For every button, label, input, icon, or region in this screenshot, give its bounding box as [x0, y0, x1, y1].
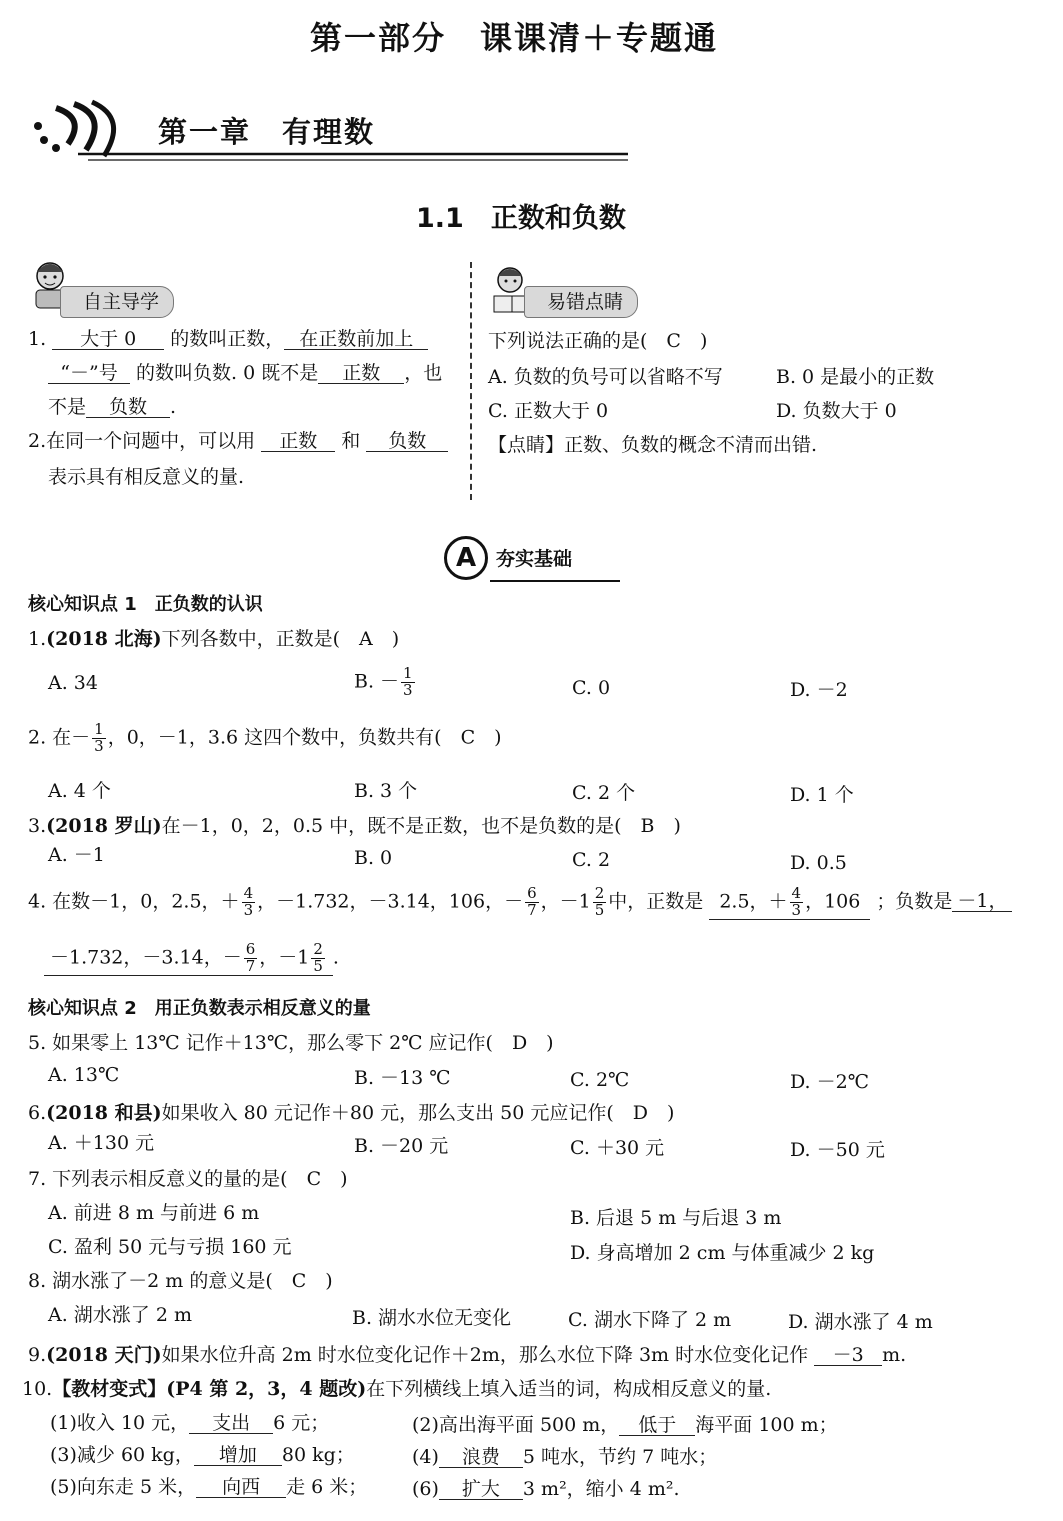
q4-positive-answer: 2.5，＋ $\frac{4}{3}$ ，106 — [709, 886, 870, 920]
q2-option-c: C. 2 个 — [572, 782, 636, 804]
left-q2-line2: 表示具有相反意义的量. — [48, 466, 245, 488]
q5-option-b: B. －13 ℃ — [354, 1067, 451, 1089]
right-option-d: D. 负数大于 0 — [776, 400, 897, 422]
kp2-heading: 核心知识点 2 用正负数表示相反意义的量 — [28, 998, 371, 1019]
q3-option-b: B. 0 — [354, 847, 393, 869]
q5-stem: 5. 如果零上 13℃ 记作＋13℃，那么零下 2℃ 应记作( D ) — [28, 1032, 554, 1054]
right-question: 下列说法正确的是( C ) — [488, 330, 708, 352]
q10-item-3: (3)减少 60 kg， 增加 80 kg； — [50, 1444, 355, 1466]
q10-stem: 10.【教材变式】(P4 第 2，3，4 题改)在下列横线上填入适当的词，构成相反意义的量. — [22, 1378, 772, 1400]
q5-option-d: D. －2℃ — [790, 1071, 869, 1093]
q10-item-1: (1)收入 10 元， 支出 6 元； — [50, 1412, 330, 1434]
left-q2-line1: 2.在同一个问题中，可以用 正数 和 负数 — [28, 432, 448, 452]
q1-option-b: B. － $\frac{1}{3}$ — [354, 664, 413, 699]
section-a-icon: A — [444, 536, 488, 580]
chapter-title: 第一章 有理数 — [158, 115, 376, 149]
q8-stem: 8. 湖水涨了－2 m 的意义是( C ) — [28, 1270, 333, 1292]
q10-item-6: (6) 扩大 3 m²，缩小 4 m². — [412, 1478, 680, 1500]
q9-stem: 9.(2018 天门)如果水位升高 2m 时水位变化记作＋2m，那么水位下降 3m 时水位变化记作 －3 m. — [28, 1344, 907, 1366]
blank: 负数 — [86, 398, 170, 418]
q8-option-b: B. 湖水水位无变化 — [352, 1307, 512, 1329]
q10-item-5: (5)向东走 5 米， 向西 走 6 米； — [50, 1476, 368, 1498]
q1-option-d: D. －2 — [790, 679, 848, 701]
q2-option-d: D. 1 个 — [790, 784, 854, 806]
right-option-c: C. 正数大于 0 — [488, 400, 609, 422]
q10-item-2: (2)高出海平面 500 m， 低于 海平面 100 m； — [412, 1414, 838, 1436]
blank: 负数 — [366, 432, 448, 452]
q6-option-a: A. ＋130 元 — [48, 1132, 155, 1154]
right-option-a: A. 负数的负号可以省略不写 — [488, 366, 723, 388]
q5-option-c: C. 2℃ — [570, 1069, 630, 1091]
q5-option-a: A. 13℃ — [48, 1064, 120, 1086]
section-a-underline — [490, 580, 620, 582]
badge-self-study: 自主导学 — [60, 286, 174, 318]
q6-stem: 6.(2018 和县)如果收入 80 元记作＋80 元，那么支出 50 元应记作( D ) — [28, 1102, 675, 1124]
q10-item-4: (4) 浪费 5 吨水，节约 7 吨水； — [412, 1446, 718, 1468]
q3-option-d: D. 0.5 — [790, 852, 847, 874]
q3-option-c: C. 2 — [572, 849, 611, 871]
badge-error-points: 易错点睛 — [524, 286, 638, 318]
column-divider — [470, 262, 472, 500]
blank: 正数 — [318, 364, 404, 384]
q9-answer: －3 — [814, 1346, 882, 1366]
left-q1-line2: “－”号 的数叫负数. 0 既不是 正数 ，也 — [48, 364, 442, 384]
q8-option-a: A. 湖水涨了 2 m — [48, 1304, 192, 1326]
q7-option-a: A. 前进 8 m 与前进 6 m — [48, 1202, 260, 1224]
q3-stem: 3.(2018 罗山)在－1，0，2，0.5 中，既不是正数，也不是负数的是( B ) — [28, 815, 681, 837]
q8-option-d: D. 湖水涨了 4 m — [788, 1311, 933, 1333]
q1-stem: 1.(2018 北海)下列各数中，正数是( A ) — [28, 628, 400, 650]
kp1-heading: 核心知识点 1 正负数的认识 — [28, 594, 263, 615]
q2-option-a: A. 4 个 — [48, 780, 111, 802]
q7-stem: 7. 下列表示相反意义的量的是( C ) — [28, 1168, 348, 1190]
q7-option-b: B. 后退 5 m 与后退 3 m — [570, 1207, 782, 1229]
q2-stem: 2. 在－ $\frac{1}{3}$ ，0，－1，3.6 这四个数中，负数共有( C ) — [28, 720, 502, 755]
q3-option-a: A. －1 — [48, 844, 105, 866]
q1-option-c: C. 0 — [572, 677, 611, 699]
q4-line2: －1.732，－3.14，－ $\frac{6}{7}$ ，－1 $\frac{2}{5}$ . — [44, 942, 339, 976]
section-title: 1.1 正数和负数 — [416, 203, 626, 234]
blank: 正数 — [261, 432, 335, 452]
q1-option-a: A. 34 — [48, 672, 98, 694]
q4-line1: 4. 在数－1，0，2.5，＋ $\frac{4}{3}$ ，－1.732，－3.14，106，－ $\frac{6}{7}$ ，－1 $\frac{2}{5}$ 中，正数是 2.5，＋ $\frac{4}{3}$ ，106 ；负数是 －1， — [28, 886, 1012, 920]
left-q1-line1: 1. 大于 0 的数叫正数， 在正数前加上 — [28, 330, 428, 350]
q6-option-b: B. －20 元 — [354, 1135, 449, 1157]
blank: 大于 0 — [52, 330, 164, 350]
blank: “－”号 — [48, 364, 130, 384]
q8-option-c: C. 湖水下降了 2 m — [568, 1309, 732, 1331]
q2-option-b: B. 3 个 — [354, 780, 418, 802]
right-note: 【点睛】正数、负数的概念不清而出错. — [488, 434, 818, 456]
q7-option-d: D. 身高增加 2 cm 与体重减少 2 kg — [570, 1242, 875, 1264]
part-title: 第一部分 课课清＋专题通 — [310, 19, 719, 57]
right-option-b: B. 0 是最小的正数 — [776, 366, 935, 388]
q6-option-d: D. －50 元 — [790, 1139, 885, 1161]
left-q1-line3: 不是 负数 . — [48, 396, 177, 418]
q4-negative-answer: －1， — [952, 892, 1012, 912]
q6-option-c: C. ＋30 元 — [570, 1137, 665, 1159]
blank: 在正数前加上 — [284, 330, 428, 350]
section-a-label: 夯实基础 — [496, 548, 573, 570]
q7-option-c: C. 盈利 50 元与亏损 160 元 — [48, 1236, 292, 1258]
